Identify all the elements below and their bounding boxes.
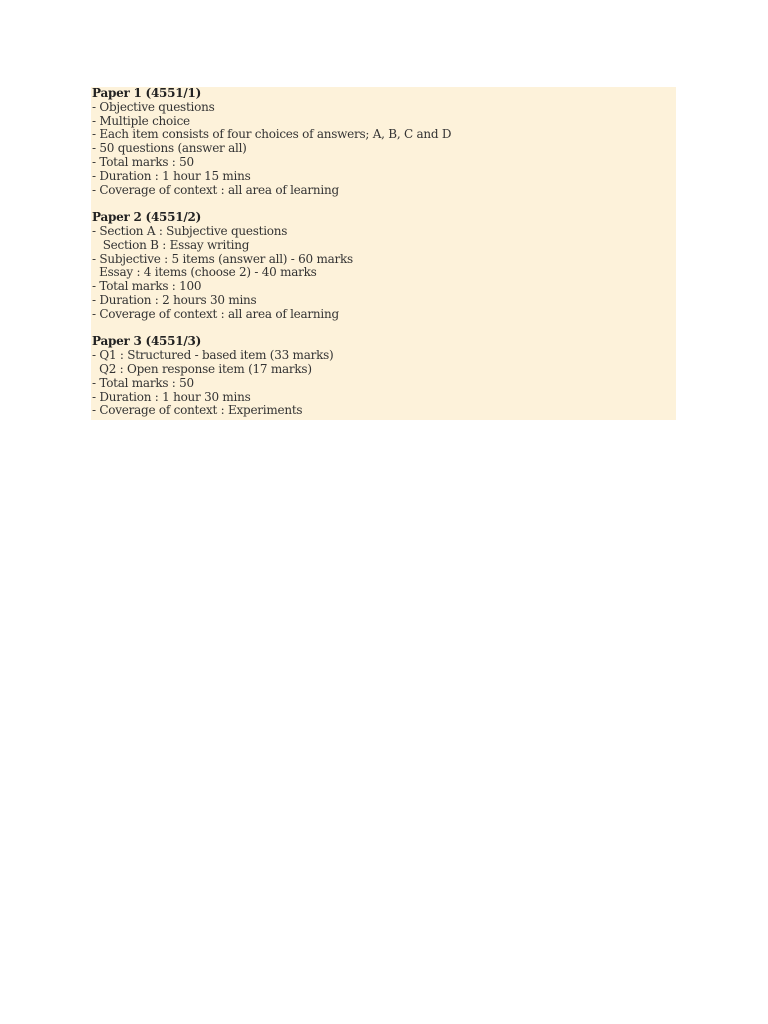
paper-1-line: - 50 questions (answer all) (92, 141, 247, 156)
paper-2-line: Section B : Essay writing (92, 237, 250, 252)
paper-2-line: - Subjective : 5 items (answer all) - 60 marks (92, 251, 353, 266)
paper-1-line: - Each item consists of four choices of answers; A, B, C and D (92, 127, 452, 142)
exam-format-block (91, 87, 676, 420)
paper-3-line: - Q1 : Structured - based item (33 marks) (92, 348, 334, 363)
paper-1-title: Paper 1 (4551/1) (92, 86, 202, 100)
paper-2-line: - Section A : Subjective questions (92, 223, 288, 238)
paper-2-line: - Duration : 2 hours 30 mins (92, 292, 257, 307)
paper-2-line: - Total marks : 100 (92, 279, 202, 294)
paper-1-line: - Duration : 1 hour 15 mins (92, 168, 251, 183)
paper-3-line: Q2 : Open response item (17 marks) (92, 361, 312, 376)
paper-1-line: - Coverage of context : all area of learning (92, 182, 339, 197)
paper-3-title: Paper 3 (4551/3) (92, 334, 202, 349)
paper-1-line: - Objective questions (92, 99, 215, 114)
paper-2-line: Essay : 4 items (choose 2) - 40 marks (92, 265, 317, 280)
paper-3-line: - Duration : 1 hour 30 mins (92, 389, 251, 404)
paper-3-line: - Total marks : 50 (92, 375, 194, 390)
paper-1-line: - Total marks : 50 (92, 154, 194, 169)
paper-2-section (92, 211, 676, 321)
paper-1-line: - Multiple choice (92, 113, 190, 128)
paper-2-line: - Coverage of context : all area of learning (92, 306, 339, 321)
paper-2-title: Paper 2 (4551/2) (92, 210, 202, 225)
paper-1-section (92, 87, 676, 197)
paper-3-section (92, 335, 676, 418)
paper-3-line: - Coverage of context : Experiments (92, 403, 303, 418)
